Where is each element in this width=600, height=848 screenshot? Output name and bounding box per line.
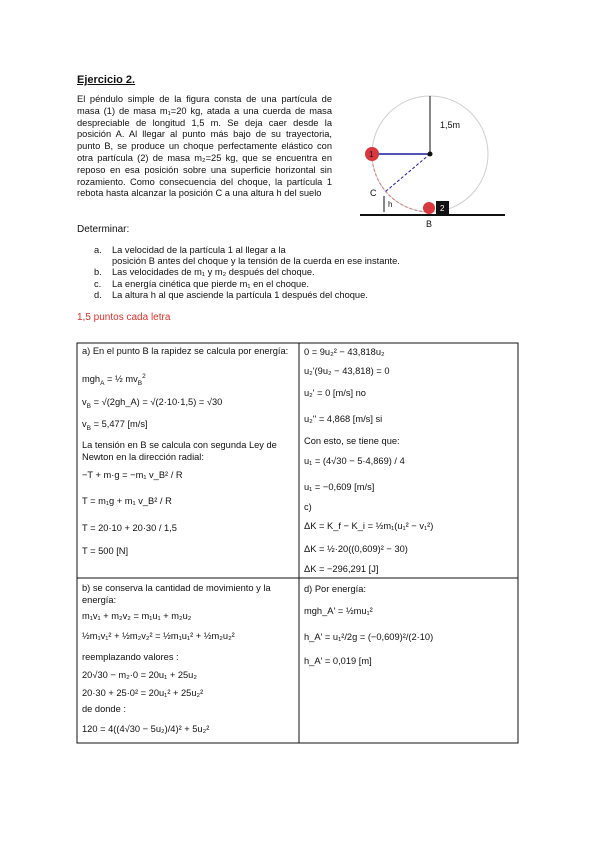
length-label: 1,5m (440, 120, 461, 130)
sol-b-intro: b) se conserva la cantidad de movimiento y la energía: (82, 583, 271, 605)
eq-c2: ΔK = ½·20((0,609)² − 30) (304, 544, 408, 554)
c-title: c) (304, 502, 312, 512)
eq-t4: T = 500 [N] (82, 546, 129, 556)
eq-r3: u₂' = 0 [m/s] no (304, 388, 366, 398)
eq-r4: u₂'' = 4,868 [m/s] si (304, 414, 383, 424)
eq-r1: 0 = 9u₂² − 43,818u₂ (304, 347, 385, 357)
list-item: c. La energía cinética que pierde m₁ en el choque. (94, 278, 309, 289)
sol-a-intro: a) En el punto B la rapidez se calcula por energía: (82, 346, 289, 356)
solution-a (82, 346, 294, 358)
label-h: h (388, 200, 393, 209)
eq-d2: h_A' = u₁²/2g = (−0,609)²/(2·10) (304, 632, 434, 642)
particle-1-label: 1 (369, 150, 374, 159)
eq-b2: ½m₁v₁² + ½m₂v₂² = ½m₁u₁² + ½m₂u₂² (82, 631, 235, 641)
particle-2-label: 2 (440, 204, 445, 213)
eq-energy: mgh$_A$ = ½ $mv_B^2$ (82, 373, 146, 387)
eq-vb: $v_B$ = √(2gh_A) = √(2·10·1,5) = √30 (82, 397, 223, 410)
eq-r6: u₁ = (4√30 − 5·4,869) / 4 (304, 456, 405, 466)
eq-b3: reemplazando valores : (82, 652, 179, 662)
tension-intro: La tensión en B se calcula con segunda Ley de Newton en la dirección radial: (82, 440, 277, 462)
eq-c1: ΔK = K_f − K_i = ½m₁(u₁² − v₁²) (304, 521, 434, 531)
determinar-heading: Determinar: (77, 224, 130, 235)
points-note: 1,5 puntos cada letra (77, 312, 171, 323)
eq-t2: T = m₁g + m₁ v_B² / R (82, 496, 172, 506)
eq-b7: 120 = 4((4√30 − 5u₂)/4)² + 5u₂² (82, 724, 210, 734)
eq-r2: u₂'(9u₂ − 43,818) = 0 (304, 366, 390, 376)
eq-d1: mgh_A' = ½mu₁² (304, 606, 373, 616)
label-B: B (426, 219, 433, 229)
eq-t3: T = 20·10 + 20·30 / 1,5 (82, 523, 177, 533)
eq-r5: Con esto, se tiene que: (304, 436, 400, 446)
eq-b5: 20·30 + 25·0² = 20u₁² + 25u₂² (82, 688, 204, 698)
problem-statement: El péndulo simple de la figura consta de una partícula de masa (1) de masa m₁=20 kg, atada a una cuerda de masa despreciable de longitud 1,5 m. Se deja caer desde la posición A. Al llegar al punto más bajo de su trayectoria, punto B, se produce un choque perfectamente elástico con otra partícula (2) de masa m₂=25 kg, que se encuentra en reposo en esa posición sobre una superficie horizontal sin rozamiento. Como consecuencia del choque, la partícula 1 rebota hasta alcanzar la posición C a una altura h del suelo (77, 94, 332, 199)
eq-b6: de donde : (82, 704, 126, 714)
label-C: C (370, 188, 377, 198)
list-item: a. La velocidad de la partícula 1 al llegar a la (94, 245, 286, 255)
eq-d3: h_A' = 0,019 [m] (304, 656, 372, 666)
list-item: d. La altura h al que asciende la partícula 1 después del choque. (94, 289, 368, 300)
exercise-title: Ejercicio 2. (77, 74, 136, 86)
eq-t1: −T + m·g = −m₁ v_B² / R (82, 470, 183, 480)
eq-b4: 20√30 − m₂·0 = 20u₁ + 25u₂ (82, 670, 197, 680)
eq-vb-value: $v_B = 5,477$ [m/s] (82, 419, 148, 432)
list-item: b. Las velocidades de m₁ y m₂ después del choque. (94, 267, 315, 278)
eq-c3: ΔK = −296,291 [J] (304, 564, 379, 574)
eq-r7: u₁ = −0,609 [m/s] (304, 482, 375, 492)
eq-b1: m₁v₁ + m₂v₂ = m₁u₁ + m₂u₂ (82, 611, 192, 621)
d-title: d) Por energía: (304, 584, 367, 594)
list-item: posición B antes del choque y la tensión de la cuerda en ese instante. (112, 256, 400, 267)
